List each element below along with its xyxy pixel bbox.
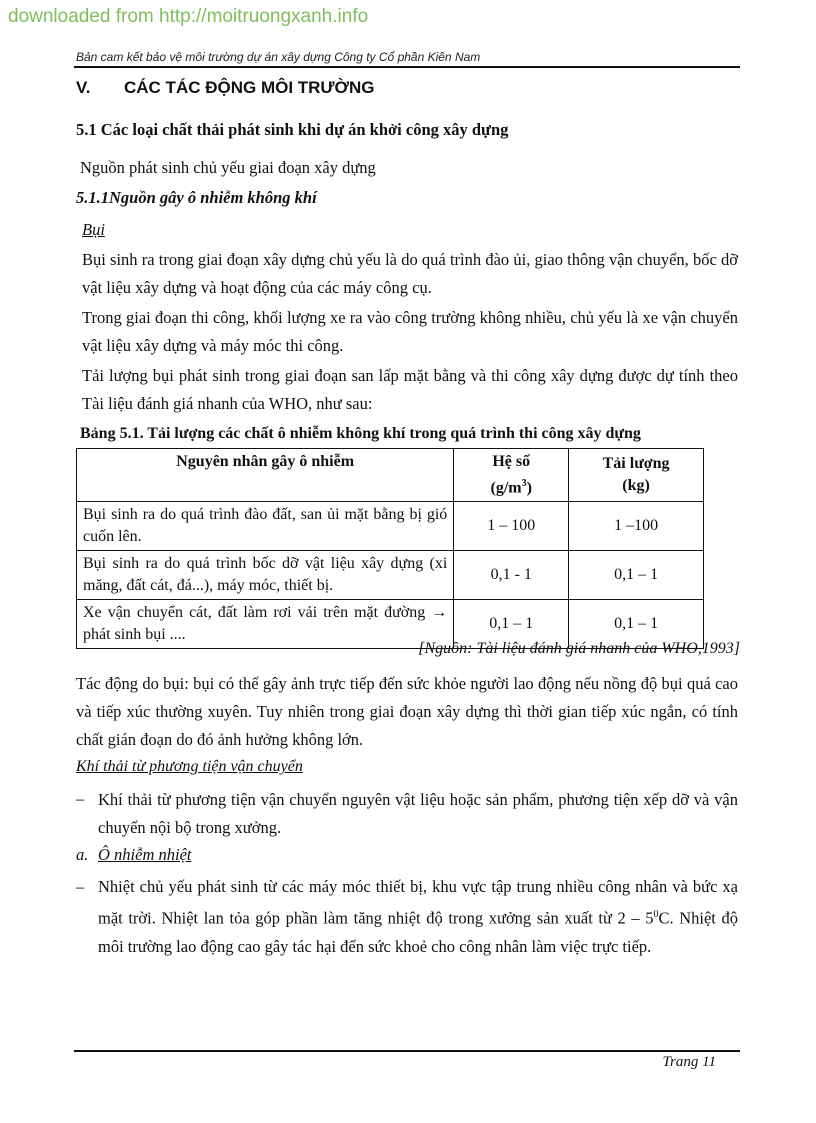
- cell-cause: Xe vận chuyển cát, đất làm rơi vải trên mặt đường → phát sinh bụi ....: [77, 600, 454, 649]
- exhaust-title: Khí thải từ phương tiện vận chuyển: [76, 758, 303, 775]
- watermark-text: downloaded from http://moitruongxanh.info: [8, 6, 369, 27]
- section-heading: [76, 78, 375, 98]
- paragraph-dust-impact: Tác động do bụi: bụi có thể gây ảnh trực tiếp đến sức khỏe người lao động nếu nồng độ bụi quá cao và tiếp xúc thường xuyên. Tuy nhiên trong giai đoạn xây dựng thì thời gian tiếp xúc ngắn, có tính chất gián đoạn do đó ảnh hưởng không lớn.: [76, 674, 738, 749]
- cell-cause: Bụi sinh ra do quá trình đào đất, san ủi mặt bằng bị gió cuốn lên.: [77, 502, 454, 551]
- table-header-row: [77, 449, 704, 502]
- cell-cause: Bụi sinh ra do quá trình bốc dỡ vật liệu xây dựng (xi măng, đất cát, đá...), máy móc, thiết bị.: [77, 551, 454, 600]
- page-number: Trang 11: [662, 1054, 716, 1070]
- bullet-dash: –: [76, 877, 85, 896]
- header-divider: [74, 66, 740, 68]
- table-source: [Nguồn: Tài liệu đánh giá nhanh của WHO,1993]: [418, 640, 740, 657]
- section-number: V.: [76, 78, 91, 97]
- heat-item: Nhiệt chủ yếu phát sinh từ các máy móc thiết bị, khu vực tập trung nhiều công nhân và bức xạ mặt trời. Nhiệt lan tỏa góp phần làm tăng nhiệt độ trong xưởng sản xuất từ $2 - 5^0C$. Nhiệt độ môi trường lao động cao gây tác hại đến sức khoẻ cho công nhân làm việc trực tiếp.: [98, 877, 738, 956]
- source-phase-text: Nguồn phát sinh chủ yếu giai đoạn xây dựng: [80, 158, 376, 177]
- table-row: [77, 551, 704, 600]
- table-caption: Bảng 5.1. Tải lượng các chất ô nhiễm không khí trong quá trình thi công xây dựng: [80, 425, 641, 442]
- exhaust-item: Khí thải từ phương tiện vận chuyển nguyên vật liệu hoặc sản phẩm, phương tiện xếp dỡ và vận chuyển nội bộ trong xưởng.: [98, 790, 738, 837]
- cell-coefficient: 0,1 – 1: [454, 600, 569, 649]
- heat-label: a.: [76, 845, 89, 864]
- heat-title: Ô nhiễm nhiệt: [98, 845, 192, 864]
- table-row: [77, 502, 704, 551]
- header-coefficient-label: Hệ số: [492, 453, 531, 470]
- cell-load: 0,1 – 1: [569, 600, 704, 649]
- subsection-heading: 5.1 Các loại chất thải phát sinh khi dự án khởi công xây dựng: [76, 120, 509, 139]
- subsubsection-heading: 5.1.1Nguồn gây ô nhiễm không khí: [76, 188, 317, 207]
- running-header: Bản cam kết bảo vệ môi trường dự án xây dựng Công ty Cổ phần Kiên Nam: [76, 50, 481, 64]
- cell-coefficient: 1 – 100: [454, 502, 569, 551]
- cell-load: 0,1 – 1: [569, 551, 704, 600]
- section-title: CÁC TÁC ĐỘNG MÔI TRƯỜNG: [124, 78, 375, 97]
- header-coefficient: [454, 449, 569, 502]
- header-cause: Nguyên nhân gây ô nhiễm: [77, 449, 454, 502]
- pollutant-table: [76, 448, 704, 649]
- header-load-unit: (kg): [622, 477, 650, 495]
- footer-divider: [74, 1050, 740, 1052]
- bullet-dash: –: [76, 789, 85, 808]
- cell-load: 1 –100: [569, 502, 704, 551]
- paragraph-dust-load: Tải lượng bụi phát sinh trong giai đoạn san lấp mặt bằng và thi công xây dựng được dự tính theo Tài liệu đánh giá nhanh của WHO, như sau:: [82, 366, 738, 413]
- cell-coefficient: 0,1 - 1: [454, 551, 569, 600]
- paragraph-dust-origin: Bụi sinh ra trong giai đoạn xây dựng chủ yếu là do quá trình đào ủi, giao thông vận chuyển, bốc dỡ vật liệu xây dựng và hoạt động của các máy công cụ.: [82, 250, 738, 297]
- paragraph-construction-traffic: Trong giai đoạn thi công, khối lượng xe ra vào công trường không nhiều, chủ yếu là xe vận chuyển vật liệu xây dựng và máy móc thi công.: [82, 308, 738, 355]
- header-load-label: Tải lượng: [602, 455, 670, 473]
- header-coefficient-unit: $(g/m^3)$: [490, 478, 532, 497]
- header-load: [569, 449, 704, 502]
- dust-title: Bụi: [82, 220, 105, 239]
